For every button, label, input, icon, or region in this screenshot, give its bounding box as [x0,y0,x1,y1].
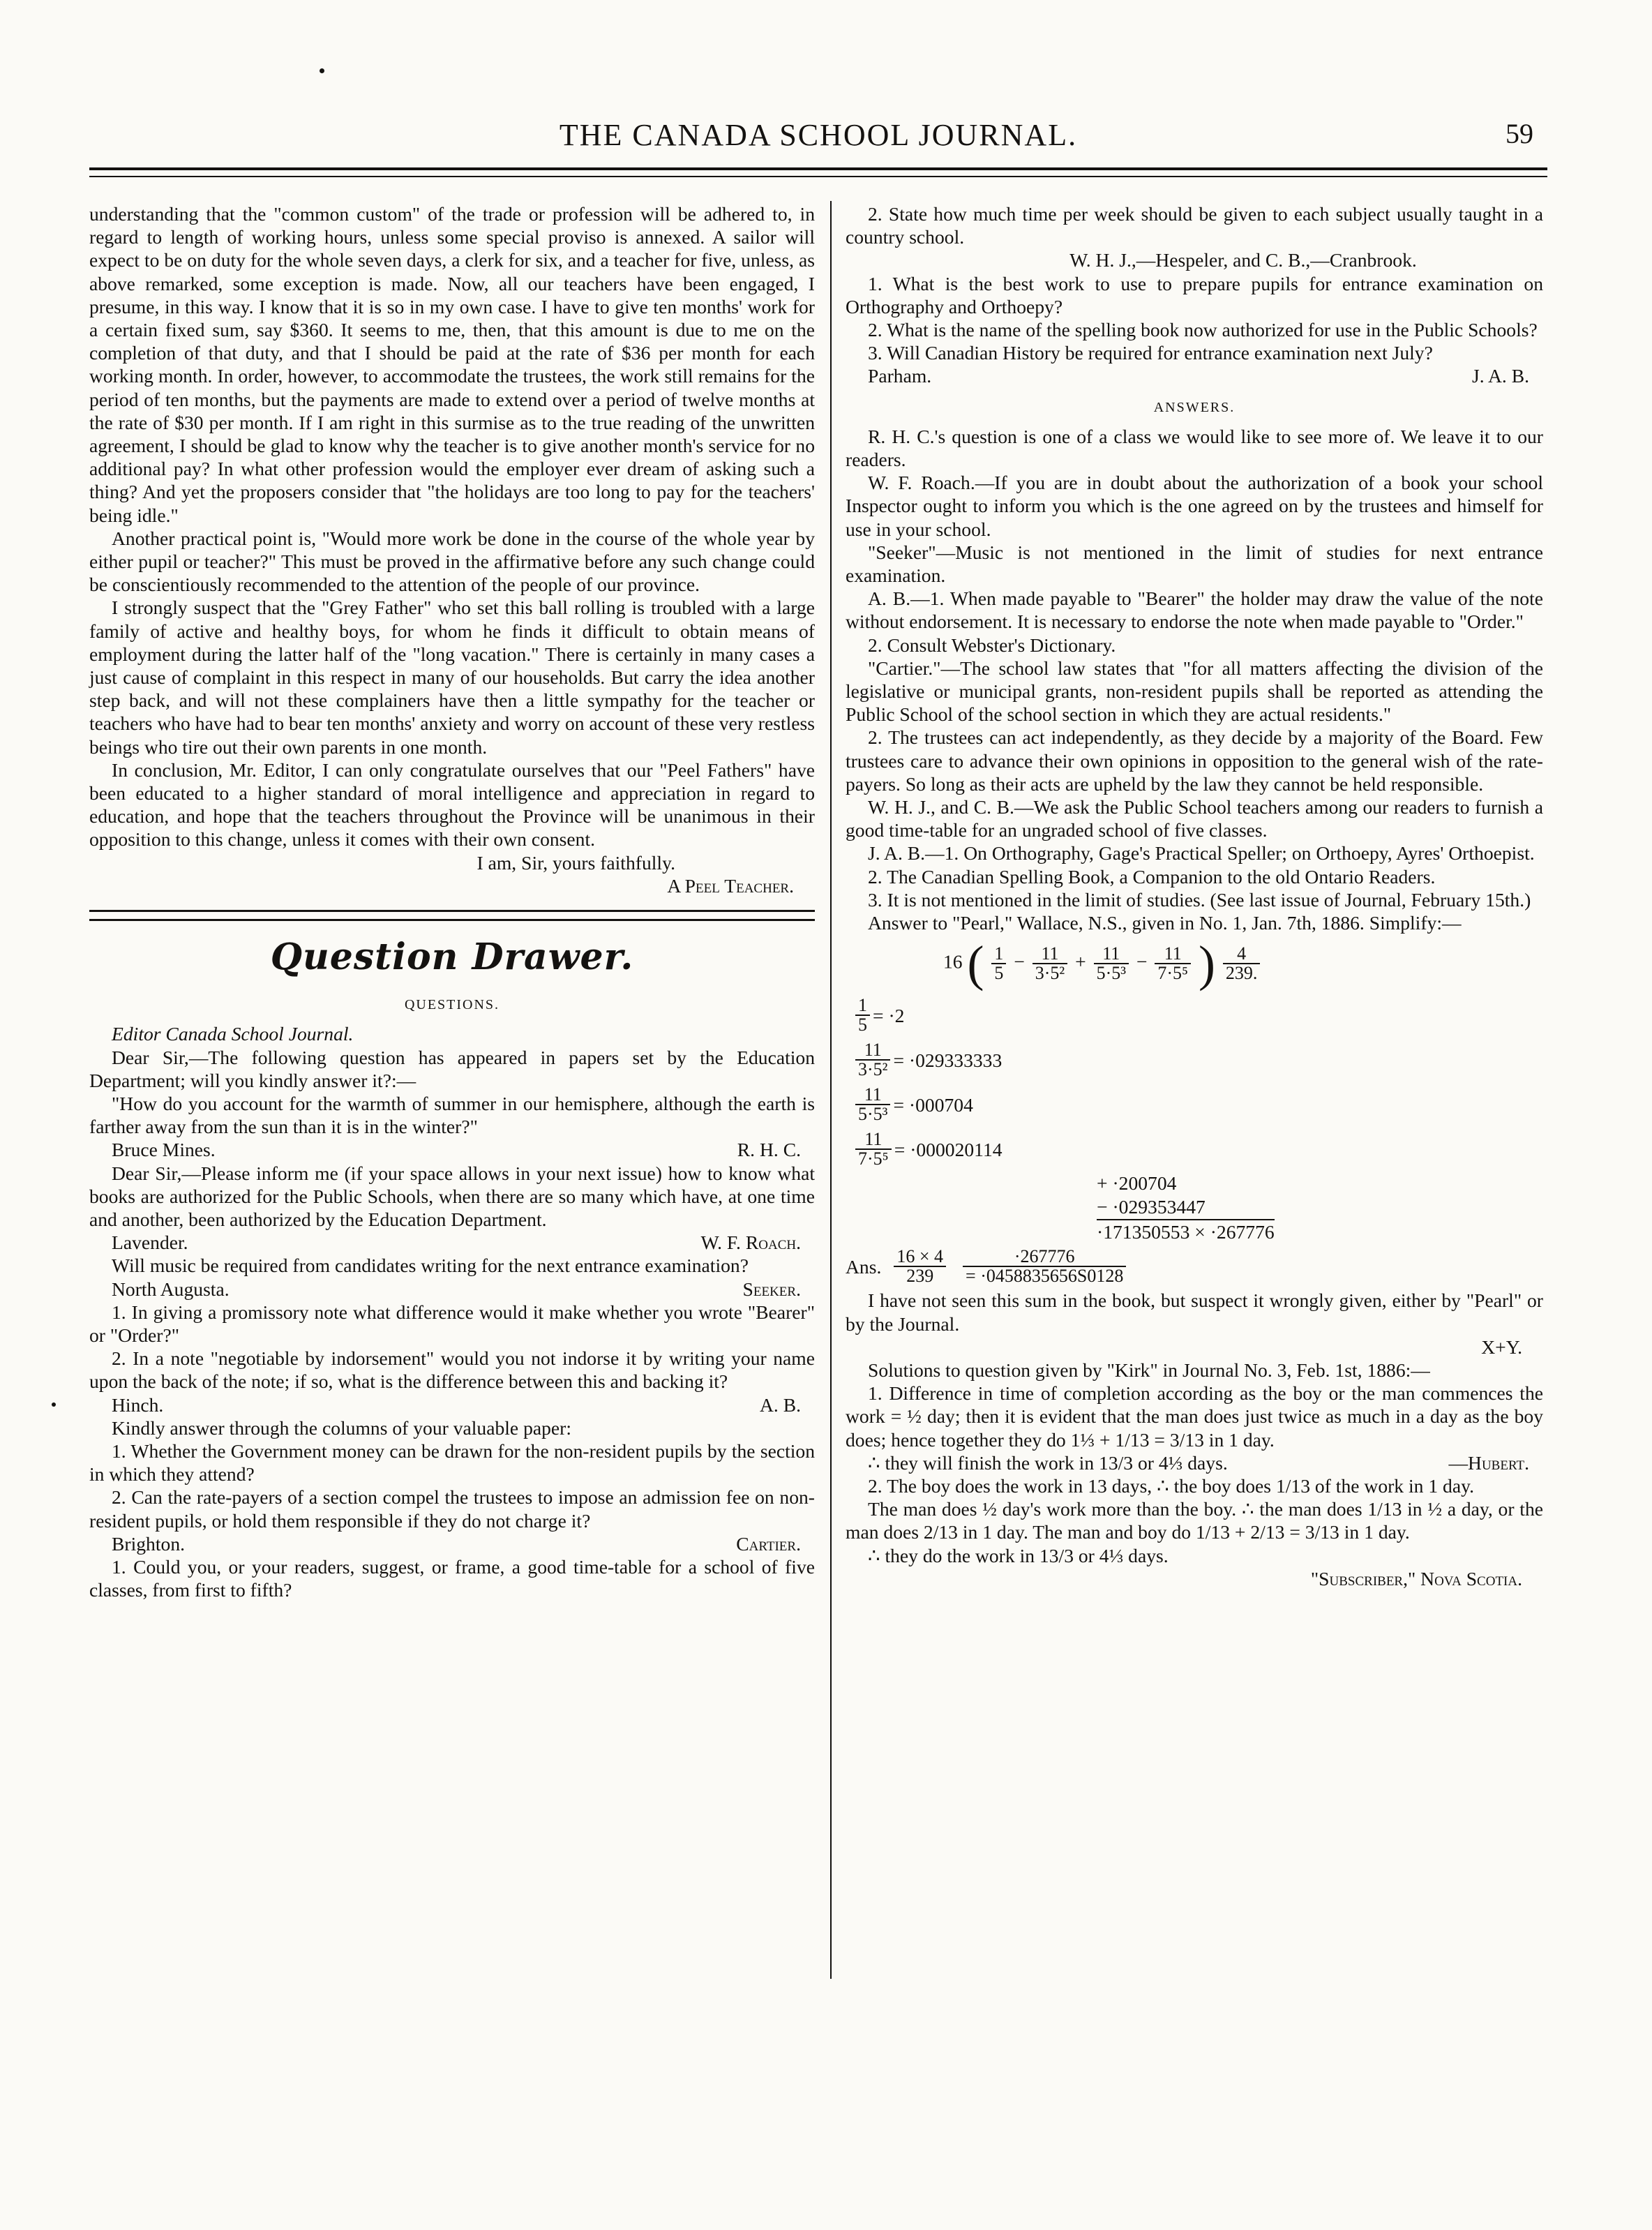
question-author: W. F. Roach. [700,1232,801,1254]
question-text: 2. What is the name of the spelling book now authorized for use in the Public Schools? [868,319,1538,341]
fraction-denominator: 3·5² [1035,963,1065,984]
question-signature [89,1532,815,1555]
math-fraction [894,1248,946,1285]
answer-text: 2. The trustees can act independently, as they decide by a majority of the Board. Few trustees care to advance their own opinions in opposition to the general wish of the rate-payers. So long as their acts are upheld by the law they cannot be held responsible. [846,726,1543,795]
question-text: 2. State how much time per week should be given to each subject usually taught in a country school. [846,203,1543,248]
print-speck [320,68,324,73]
fraction-denominator: 3·5² [858,1059,888,1080]
question-text: 1. Whether the Government money can be drawn for the non-resident pupils by the section in which they attend? [89,1439,815,1486]
math-fraction [963,1248,1126,1285]
math-fraction [855,1130,892,1168]
question-place: Bruce Mines. [112,1139,216,1161]
fraction-denominator: 239. [1225,963,1258,984]
math-step [846,1082,1543,1127]
math-result: = ·2 [873,1004,905,1026]
fraction-numerator: ·267776 [963,1248,1126,1267]
question-author: Cartier. [736,1532,801,1555]
answer-signature: "Subscriber," Nova Scotia. [1310,1567,1522,1589]
question-text: Will music be required from candidates writing for the next entrance examination? [112,1255,749,1277]
answer-text: ∴ they will finish the work in 13/3 or 4⅓ days. [868,1451,1228,1474]
math-answer [846,1244,1543,1289]
fraction-numerator: 11 [855,1041,890,1061]
question-place: Parham. [868,365,932,387]
fraction-denominator: 5 [858,1015,867,1035]
math-sum-line: − ·029353447 [1097,1196,1206,1218]
answer-text: I have not seen this sum in the book, but suspect it wrongly given, either by "Pearl" or by the Journal. [846,1289,1543,1335]
answers-heading: ANSWERS. [1153,399,1236,415]
question-signature [89,1231,815,1254]
question-signature [89,1138,815,1161]
answer-text: 2. The boy does the work in 13 days, ∴ the boy does 1/13 of the work in 1 day. [868,1474,1475,1497]
fraction-denominator: 5·5³ [858,1104,888,1125]
section-divider [89,910,815,921]
letter-paragraph: I strongly suspect that the "Grey Father" who set this ball rolling is troubled with a large family of active and healthy boys, for whom he finds it difficult to obtain means of employment during the latter half of the "long vacation." There is certainly in many cases a just cause of complaint in this respect in many of our households. But carry the idea another step back, and will not these complainers have then a little sympathy for the teacher or teachers who have had to bear ten months' anxiety and worry on account of these very restless beings who tire out their own parents in one month. [89,597,815,758]
question-text: Dear Sir,—Please inform me (if your space allows in your next issue) how to know what books are authorized for the Public Schools, when there are so many which have, at one time and another, been authorized by the Education Department. [89,1162,815,1230]
answer-text: W. F. Roach.—If you are in doubt about the authorization of a book your school Inspector ought to inform you which is the one agreed on by the trustees and himself for use in your school. [846,472,1543,540]
question-signature [846,364,1543,387]
journal-title: THE CANADA SCHOOL JOURNAL. [559,118,1078,152]
closing-line [89,851,815,874]
answer-label: Ans. [846,1255,882,1278]
fraction-numerator: 11 [855,1130,892,1150]
math-expression: 16 ( $\frac{1}{5}$ − $\frac{11}{\text{3·5²}}$ + $\frac{11}{\text{5·5³}}$ − $\frac{11}{\text{7·5⁵}}$ ) $\frac{4}{239.}$ [846,938,1543,989]
math-result: = ·000020114 [894,1138,1003,1160]
question-text: 1. Could you, or your readers, suggest, or frame, a good time-table for a school of five classes, from first to fifth? [89,1555,815,1601]
print-speck [52,1402,56,1407]
math-fraction [1223,945,1261,982]
page-header [89,117,1547,159]
fraction-numerator: 1 [855,996,870,1016]
answer-text: Solutions to question given by "Kirk" in Journal No. 3, Feb. 1st, 1886:— [868,1359,1430,1381]
fraction-numerator: 16 × 4 [894,1248,946,1267]
answer-text: ∴ they do the work in 13/3 or 4⅓ days. [868,1544,1169,1566]
answer-text: 2. The Canadian Spelling Book, a Companion to the old Ontario Readers. [868,865,1436,888]
question-text: 1. In giving a promissory note what difference would it make whether you wrote "Bearer" or "Order?" [89,1301,815,1346]
math-step [846,1127,1543,1172]
answer-text: W. H. J., and C. B.—We ask the Public School teachers among our readers to furnish a good time-table for an ungraded school of five classes. [846,796,1543,841]
question-place: Hinch. [112,1393,164,1416]
question-text: 3. Will Canadian History be required for entrance examination next July? [868,342,1433,364]
fraction-numerator: 4 [1223,945,1261,964]
math-result: = ·029333333 [893,1049,1003,1071]
letter-signature: A Peel Teacher. [667,874,794,897]
questions-heading: QUESTIONS. [404,997,500,1013]
question-text: 1. What is the best work to use to prepare pupils for entrance examination on Orthography and Orthoepy? [846,272,1543,317]
answer-text: Answer to "Pearl," Wallace, N.S., given in No. 1, Jan. 7th, 1886. Simplify:— [868,912,1462,934]
math-sum-line: + ·200704 [1097,1172,1177,1195]
answer-text: J. A. B.—1. On Orthography, Gage's Practical Speller; on Orthoepy, Ayres' Orthoepist. [868,842,1535,865]
question-text: "How do you account for the warmth of summer in our hemisphere, although the earth is farther away from the sun than it is in the winter?" [89,1092,815,1138]
question-place: Brighton. [112,1532,186,1555]
math-sum-line: ·171350553 × ·267776 [1097,1219,1275,1244]
answer-text: 2. Consult Webster's Dictionary. [868,634,1116,656]
fraction-numerator: 11 [1094,945,1129,964]
question-author: J. A. B. [1471,365,1529,387]
question-place: Lavender. [112,1232,188,1254]
header-rule-top [89,167,1547,170]
answer-text: A. B.—1. When made payable to "Bearer" the holder may draw the value of the note without endorsement. It is necessary to endorse the note when made payable to "Order." [846,588,1543,633]
fraction-denominator: = ·0458835656S0128 [966,1266,1124,1287]
left-column [89,202,815,1601]
fraction-denominator: 5 [994,963,1004,984]
letter-paragraph: understanding that the "common custom" of the trade or profession will be adhered to, in regard to length of working hours, unless some special proviso is annexed. A sailor will expect to be on duty for the whole seven days, a clerk for six, and a teacher for five, unless, as above remarked, some exception is made. Now, all our teachers have been engaged, I presume, in this way. I know that it is so in my own case. I have to give ten months' work for a certain fixed sum, say $360. It seems to me, then, that this amount is due to me on the completion of that duty, and that I should be paid at the rate of $36 per month for each working month. In order, however, to accommodate the trustees, the work still remains for the period of ten months, but the payments are made to extend over a period of twelve months at the rate of $30 per month. If I am right in this surmise as to the true reading of the unwritten agreement, I should be glad to know why the teacher is to give another month's service for no additional pay? In what other profession would the employer ever dream of asking such a thing? And yet the proposers consider that "the holidays are too long to pay for the teachers' being idle." [89,203,815,526]
header-rule-bottom [89,176,1547,177]
math-fraction [1032,945,1067,982]
answer-text: 1. Difference in time of completion according as the boy or the man commences the work = ½ day; then it is evident that the man does just twice as much in a day as the boy does; hence together they do 1⅓ + 1/13 = 3/13 in 1 day. [846,1382,1543,1451]
question-signature [89,1393,815,1416]
question-text: 2. Can the rate-payers of a section compel the trustees to impose an admission fee on non-resident pupils, or hold them responsible if they do not charge it? [89,1486,815,1532]
question-author: Seeker. [742,1278,801,1300]
fraction-numerator: 11 [1155,945,1191,964]
answer-text: "Seeker"—Music is not mentioned in the limit of studies for next entrance examination. [846,541,1543,587]
question-author: R. H. C. [737,1139,801,1161]
letter-paragraph: In conclusion, Mr. Editor, I can only congratulate ourselves that our "Peel Fathers" have been educated to a higher standard of moral intelligence and appreciation in regard to education, and hope that the teachers throughout the Province will be unanimous in their opposition to this change, unless it comes with their own consent. [89,758,815,851]
math-coefficient: 16 [943,950,963,973]
question-author: A. B. [759,1393,801,1416]
question-place: North Augusta. [112,1278,230,1300]
editor-address: Editor Canada School Journal. [112,1023,354,1045]
answer-signature: X+Y. [1481,1335,1522,1358]
column-divider [830,201,832,1979]
math-fraction [1155,945,1191,982]
fraction-denominator: 239 [906,1266,934,1287]
left-paren: ( [967,936,984,992]
math-step [846,993,1543,1038]
fraction-denominator: 7·5⁵ [1157,963,1189,984]
answer-text: The man does ½ day's work more than the boy. ∴ the man does 1/13 in ½ a day, or the man does 2/13 in 1 day. The man and boy do 1/13 + 2/13 = 3/13 in 1 day. [846,1498,1543,1543]
math-fraction [1094,945,1129,982]
answer-text: "Cartier."—The school law states that "for all matters affecting the division of the legislative or municipal grants, non-resident pupils shall be reported as attending the Public School of the school section in which they are actual residents." [846,657,1543,726]
question-author: W. H. J.,—Hespeler, and C. B.,—Cranbrook. [1069,249,1417,271]
math-fraction [991,945,1006,982]
answer-line [846,1451,1543,1474]
question-text: Dear Sir,—The following question has appeared in papers set by the Education Department; will you kindly answer it?:— [89,1046,815,1091]
right-paren: ) [1199,936,1215,992]
fraction-denominator: 5·5³ [1096,963,1127,984]
answer-text: R. H. C.'s question is one of a class we would like to see more of. We leave it to our readers. [846,425,1543,471]
section-title: Question Drawer. [270,936,634,979]
math-fraction [855,1041,890,1079]
math-result: = ·000704 [893,1093,973,1116]
page-number: 59 [1505,118,1533,149]
closing-text: I am, Sir, yours faithfully. [476,851,675,874]
fraction-numerator: 11 [855,1086,890,1105]
right-column [846,202,1543,1590]
answer-text: 3. It is not mentioned in the limit of studies. (See last issue of Journal, February 15th.) [868,888,1531,911]
answer-author: —Hubert. [1448,1451,1529,1474]
math-sum [846,1172,1543,1244]
fraction-numerator: 11 [1032,945,1067,964]
question-text: 2. In a note "negotiable by indorsement" would you not indorse it by writing your name upon the back of the note; if so, what is the difference between this and backing it? [89,1347,815,1393]
math-fraction [855,996,870,1034]
letter-paragraph: Another practical point is, "Would more work be done in the course of the whole year by either pupil or teacher?" This must be proved in the affirmative before any such change could be conscientiously recommended to the attention of the people of our province. [89,527,815,596]
fraction-numerator: 1 [991,945,1006,964]
fraction-denominator: 7·5⁵ [858,1148,889,1169]
math-fraction [855,1086,890,1123]
question-text: Kindly answer through the columns of your valuable paper: [112,1416,572,1439]
question-signature [89,1278,815,1301]
math-step [846,1038,1543,1082]
